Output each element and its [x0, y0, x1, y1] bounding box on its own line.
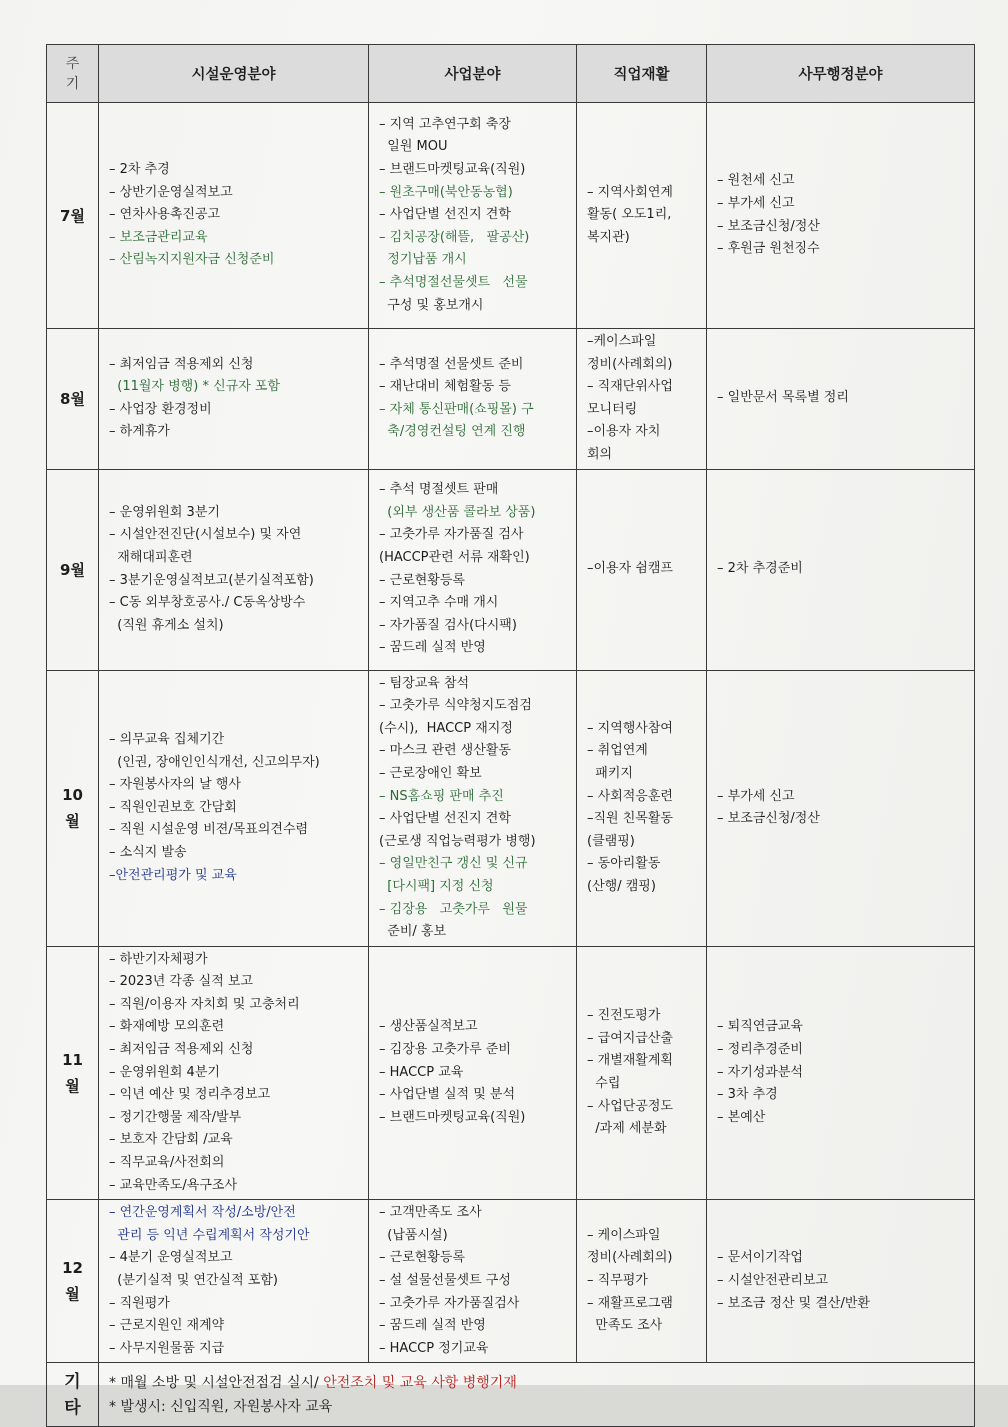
list-item: – 동아리활동: [587, 856, 661, 872]
list-item: 준비/ 홍보: [379, 924, 447, 940]
list-item: (수시), HACCP 재지정: [379, 720, 513, 736]
list-item: – 2차 추경준비: [717, 561, 803, 577]
list-item: – 원초구매(북안동농협): [379, 184, 513, 200]
list-item: –안전관리평가 및 교육: [109, 867, 237, 883]
list-item: – 브랜드마켓팅교육(직원): [379, 162, 526, 178]
list-item: – 부가세 신고: [717, 195, 795, 211]
list-item: – 연차사용촉진공고: [109, 207, 221, 223]
list-item: – 최저임금 적용제외 신청: [109, 1042, 254, 1058]
admin-cell: [707, 469, 975, 670]
list-item: (인권, 장애인인식개선, 신고의무자): [109, 754, 320, 770]
list-item: (11월자 병행) * 신규자 포함: [109, 379, 281, 395]
list-item: – 운영위원회 3분기: [109, 504, 220, 520]
admin-cell: [707, 670, 975, 946]
list-item: – C동 외부창호공사./ C동옥상방수: [109, 595, 306, 611]
list-item: – 케이스파일: [587, 1227, 661, 1243]
list-item: –직원 친목활동: [587, 811, 673, 827]
list-item: – 고춧가루 자가품질 검사: [379, 527, 524, 543]
list-item: – 의무교육 집체기간: [109, 732, 225, 748]
list-item: – 운영위원회 4분기: [109, 1064, 220, 1080]
row-october: [47, 670, 975, 946]
header-facility: 시설운영분야: [99, 45, 369, 103]
list-item: (납품시설): [379, 1227, 448, 1243]
list-item: – 자원봉사자의 날 행사: [109, 777, 241, 793]
list-item: – 꿈드레 실적 반영: [379, 1318, 486, 1334]
list-item: /과제 세분화: [587, 1121, 667, 1137]
list-item: – 최저임금 적용제외 신청: [109, 356, 254, 372]
header-business: 사업분야: [369, 45, 577, 103]
header-period: 주 기: [47, 45, 99, 103]
admin-cell: [707, 329, 975, 470]
list-item: – 영일만친구 갱신 및 신규: [379, 856, 528, 872]
list-item: – 김치공장(해뜰, 팔공산): [379, 229, 530, 245]
month-label: 8월: [47, 329, 99, 470]
list-item: – 3차 추경: [717, 1087, 778, 1103]
list-item: 수립: [587, 1075, 621, 1091]
list-item: (직원 휴게소 설치): [109, 617, 224, 633]
list-item: – 4분기 운영실적보고: [109, 1250, 233, 1266]
list-item: 패키지: [587, 765, 633, 781]
list-item: – 3분기운영실적보고(분기실적포함): [109, 572, 314, 588]
list-item: – 보조금신청/정산: [717, 218, 820, 234]
list-item: – 근로현황등록: [379, 1250, 465, 1266]
row-december: [47, 1200, 975, 1363]
list-item: – 취업연계: [587, 743, 648, 759]
list-item: – 사업단공정도: [587, 1098, 673, 1114]
list-item: – 사업장 환경정비: [109, 401, 212, 417]
list-item: – 문서이기작업: [717, 1250, 803, 1266]
list-item: – 급여지급산출: [587, 1030, 673, 1046]
rehab-cell: [577, 1200, 707, 1363]
list-item: (산행/ 캠핑): [587, 878, 656, 894]
annual-schedule-table: [46, 44, 975, 1427]
etc-label: 기 타: [47, 1363, 99, 1427]
business-cell: [369, 103, 577, 329]
list-item: – 지역고추 수매 개시: [379, 595, 499, 611]
list-item: – 사업단별 선진지 견학: [379, 811, 511, 827]
list-item: – 추석 명절셋트 판매: [379, 482, 499, 498]
month-label: 9월: [47, 469, 99, 670]
list-item: 정비(사례회의): [587, 356, 673, 372]
list-item: 복지관): [587, 229, 630, 245]
month-label: 12 월: [47, 1200, 99, 1363]
list-item: – 2차 추경: [109, 162, 170, 178]
header-admin: 사무행정분야: [707, 45, 975, 103]
rehab-cell: [577, 946, 707, 1200]
facility-cell: [99, 1200, 369, 1363]
list-item: 관리 등 익년 수립계획서 작성기안: [109, 1227, 310, 1243]
business-cell: [369, 469, 577, 670]
list-item: – 자체 통신판매(쇼핑몰) 구: [379, 401, 534, 417]
list-item: – 산림녹지지원자금 신청준비: [109, 252, 275, 268]
list-item: (근로생 직업능력평가 병행): [379, 833, 536, 849]
list-item: – 고춧가루 식약청지도점검: [379, 698, 532, 714]
list-item: – 김장용 고춧가루 준비: [379, 1042, 511, 1058]
etc-row: [47, 1363, 975, 1427]
list-item: – 후원금 원천징수: [717, 241, 820, 257]
list-item: – 근로현황등록: [379, 572, 465, 588]
list-item: – HACCP 정기교육: [379, 1340, 489, 1356]
admin-cell: [707, 1200, 975, 1363]
list-item: – 사회적응훈련: [587, 788, 673, 804]
list-item: 회의: [587, 446, 613, 462]
list-item: – 하반기자체평가: [109, 951, 208, 967]
business-cell: [369, 329, 577, 470]
list-item: – 정기간행물 제작/발부: [109, 1109, 242, 1125]
list-item: (외부 생산품 콜라보 상품): [379, 504, 536, 520]
list-item: – 본예산: [717, 1109, 766, 1125]
month-label: 7월: [47, 103, 99, 329]
rehab-cell: [577, 469, 707, 670]
list-item: – 자가품질 검사(다시팩): [379, 617, 517, 633]
list-item: 모니터링: [587, 401, 638, 417]
list-item: – 화재예방 모의훈련: [109, 1019, 225, 1035]
list-item: – 개별재활계획: [587, 1053, 673, 1069]
list-item: – 진전도평가: [587, 1008, 661, 1024]
list-item: – 퇴직연금교육: [717, 1019, 803, 1035]
list-item: – 교육만족도/욕구조사: [109, 1177, 238, 1193]
etc-line-2: * 발생시: 신입직원, 자원봉사자 교육: [109, 1398, 333, 1415]
list-item: – 하계휴가: [109, 424, 170, 440]
rehab-cell: [577, 329, 707, 470]
list-item: – 보조금관리교육: [109, 229, 208, 245]
list-item: (HACCP관련 서류 재확인): [379, 549, 530, 565]
list-item: 일원 MOU: [379, 139, 448, 155]
list-item: – 직무교육/사전회의: [109, 1155, 225, 1171]
row-september: [47, 469, 975, 670]
list-item: 재해대피훈련: [109, 549, 193, 565]
list-item: – 보호자 간담회 /교육: [109, 1132, 233, 1148]
business-cell: [369, 670, 577, 946]
list-item: –케이스파일: [587, 334, 657, 349]
list-item: – 연간운영계획서 작성/소방/안전: [109, 1205, 296, 1221]
list-item: – 설 설물선물셋트 구성: [379, 1273, 511, 1288]
list-item: – 부가세 신고: [717, 788, 795, 804]
list-item: – 지역사회연계: [587, 184, 673, 200]
list-item: – 익년 예산 및 정리추경보고: [109, 1087, 271, 1103]
list-item: [다시팩] 지정 신청: [379, 878, 494, 894]
etc-content: [99, 1363, 975, 1427]
list-item: – 직원평가: [109, 1295, 170, 1311]
row-july: [47, 103, 975, 329]
facility-cell: [99, 670, 369, 946]
list-item: 정기납품 개시: [379, 252, 467, 268]
list-item: – 팀장교육 참석: [379, 675, 470, 691]
list-item: – 추석명절선물셋트 선물: [379, 274, 528, 290]
list-item: – 사업단별 실적 및 분석: [379, 1087, 516, 1103]
list-item: 축/경영컨설팅 연계 진행: [379, 424, 526, 440]
row-august: [47, 329, 975, 470]
list-item: – 보조금 정산 및 결산/반환: [717, 1295, 870, 1311]
list-item: 정비(사례회의): [587, 1250, 673, 1266]
list-item: (클램핑): [587, 833, 635, 849]
rehab-cell: [577, 103, 707, 329]
list-item: – 재난대비 체험활동 등: [379, 379, 511, 395]
list-item: – 소식지 발송: [109, 845, 187, 861]
month-label: 10 월: [47, 670, 99, 946]
list-item: – HACCP 교육: [379, 1064, 464, 1080]
list-item: – 보조금신청/정산: [717, 811, 820, 827]
list-item: – 근로장애인 확보: [379, 765, 482, 781]
list-item: 만족도 조사: [587, 1318, 663, 1334]
business-cell: [369, 1200, 577, 1363]
list-item: – 브랜드마켓팅교육(직원): [379, 1109, 526, 1125]
etc-line-1: * 매월 소방 및 시설안전점검 실시/ 안전조치 및 교육 사항 병행기재: [109, 1374, 517, 1391]
facility-cell: [99, 946, 369, 1200]
list-item: – 시설안전진단(시설보수) 및 자연: [109, 527, 302, 543]
list-item: – 추석명절 선물셋트 준비: [379, 356, 524, 372]
list-item: – 직원 시설운영 비젼/목표의견수렴: [109, 822, 309, 838]
list-item: – 꿈드레 실적 반영: [379, 640, 486, 656]
list-item: – 근로지원인 재계약: [109, 1318, 225, 1334]
list-item: – 고춧가루 자가품질검사: [379, 1295, 520, 1311]
list-item: – 생산품실적보고: [379, 1019, 478, 1035]
list-item: 구성 및 홍보개시: [379, 297, 484, 313]
list-item: – 지역 고추연구회 축장: [379, 116, 511, 132]
facility-cell: [99, 329, 369, 470]
month-label: 11 월: [47, 946, 99, 1200]
list-item: – 지역행사참여: [587, 720, 673, 736]
header-rehab: 직업재활: [577, 45, 707, 103]
list-item: – 2023년 각종 실적 보고: [109, 974, 254, 990]
list-item: 활동( 오도1리,: [587, 207, 672, 223]
list-item: – 원천세 신고: [717, 173, 795, 189]
list-item: –이용자 자치: [587, 424, 661, 440]
facility-cell: [99, 469, 369, 670]
list-item: – 상반기운영실적보고: [109, 184, 233, 200]
list-item: – 자기성과분석: [717, 1064, 803, 1080]
header-row: [47, 45, 975, 103]
list-item: – 고객만족도 조사: [379, 1205, 482, 1221]
list-item: – 직재단위사업: [587, 379, 673, 395]
row-november: [47, 946, 975, 1200]
list-item: –이용자 쉼캠프: [587, 561, 673, 577]
admin-cell: [707, 946, 975, 1200]
list-item: – 정리추경준비: [717, 1042, 803, 1058]
list-item: – 일반문서 목록별 정리: [717, 390, 849, 406]
list-item: – 직원인권보호 간담회: [109, 799, 237, 815]
list-item: – 사업단별 선진지 견학: [379, 207, 511, 223]
list-item: – 재활프로그램: [587, 1295, 673, 1311]
facility-cell: [99, 103, 369, 329]
list-item: – NS홈쇼핑 판매 추진: [379, 788, 504, 804]
list-item: – 직원/이용자 자치회 및 고충처리: [109, 996, 300, 1012]
list-item: – 시설안전관리보고: [717, 1273, 829, 1288]
rehab-cell: [577, 670, 707, 946]
list-item: – 마스크 관련 생산활동: [379, 743, 511, 759]
list-item: (분기실적 및 연간실적 포함): [109, 1273, 278, 1288]
list-item: – 직무평가: [587, 1273, 648, 1288]
admin-cell: [707, 103, 975, 329]
business-cell: [369, 946, 577, 1200]
list-item: – 김장용 고춧가루 원물: [379, 901, 528, 917]
list-item: – 사무지원물품 지급: [109, 1340, 225, 1356]
